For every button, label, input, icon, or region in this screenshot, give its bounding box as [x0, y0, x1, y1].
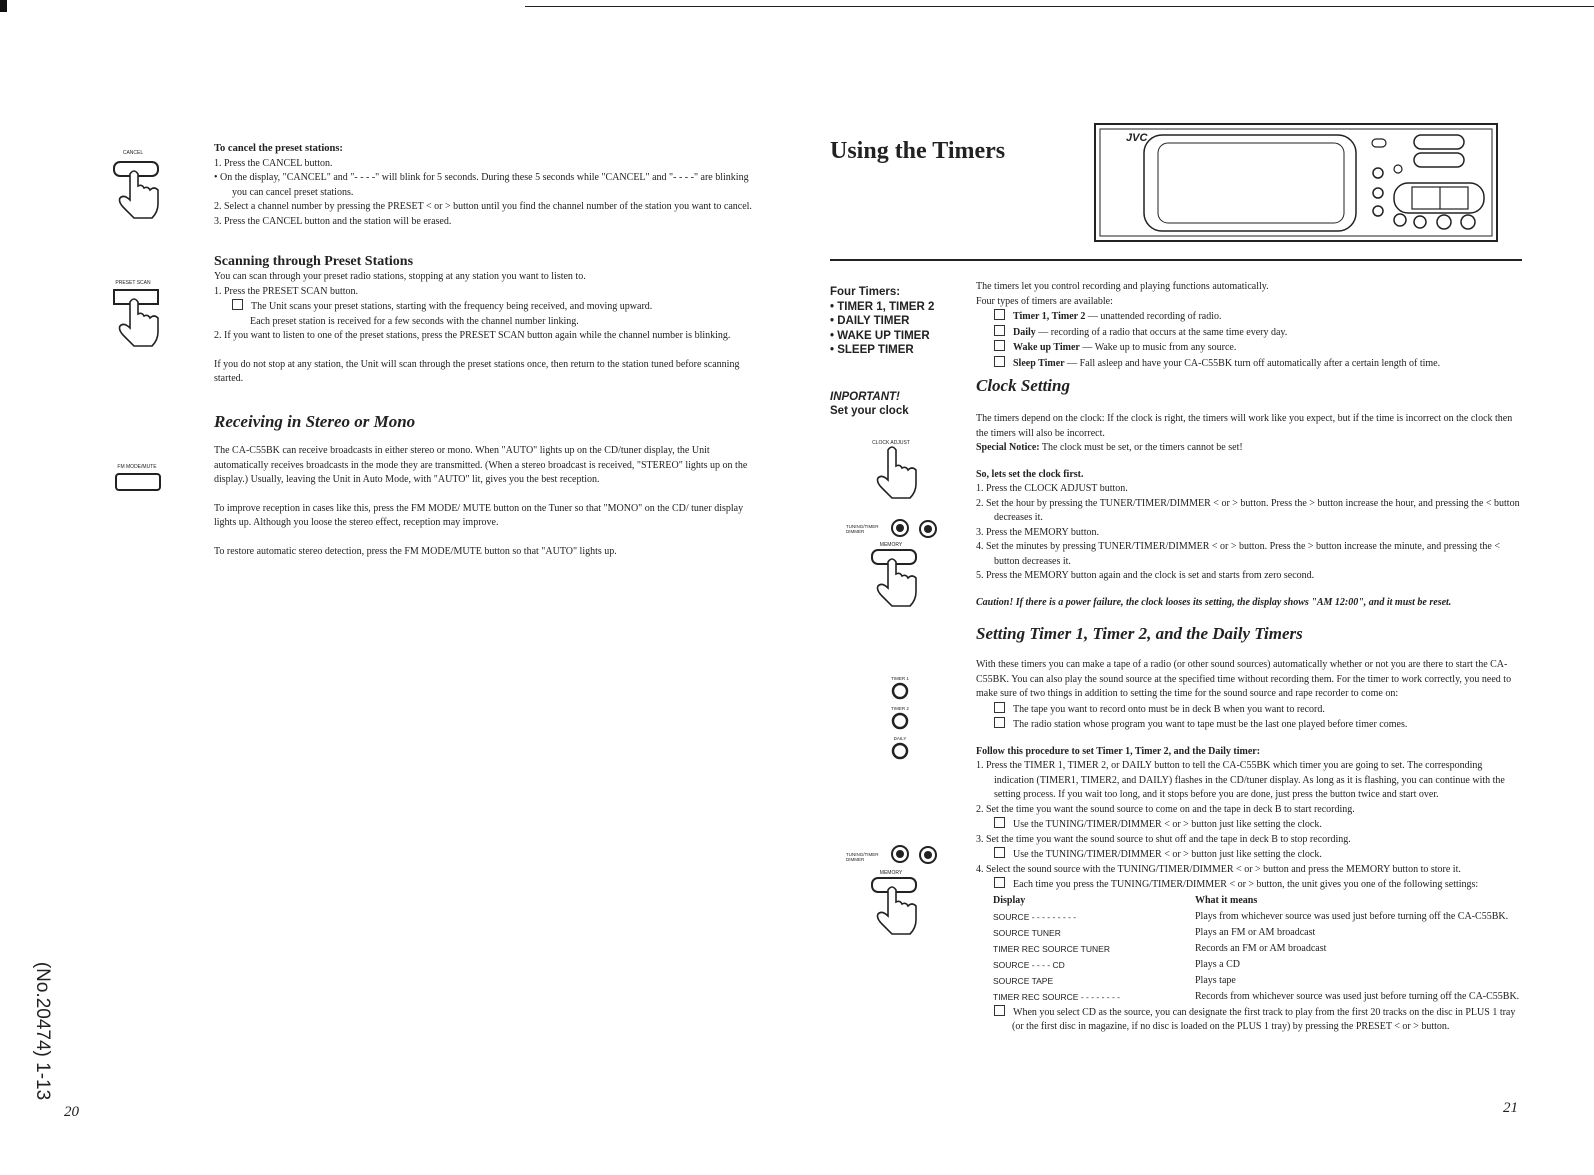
memory-label-2: MEMORY [879, 870, 903, 876]
memory-hand-icon-2 [866, 870, 926, 951]
table-header: What it means [1195, 894, 1258, 906]
important-label: INPORTANT! [830, 390, 900, 403]
timer2-label: TIMER 2 [891, 706, 909, 711]
proc-step-3b: Use the TUNING/TIMER/DIMMER < or > button just like setting the clock. [1013, 849, 1322, 860]
table-row [992, 973, 1522, 989]
clock-heading: Clock Setting [976, 376, 1070, 395]
timer-type-name: Sleep Timer [1013, 357, 1065, 369]
scan-bullet: The Unit scans your preset stations, starting with the frequency being received, and moving upward. [251, 301, 653, 312]
clock-step: 3. Press the MEMORY button. [976, 526, 1099, 538]
checkbox-icon [994, 717, 1005, 728]
tuning-buttons-icon-2 [890, 843, 946, 872]
special-notice-text: The clock must be set, or the timers cannot be set! [1039, 442, 1243, 453]
table-row [992, 957, 1522, 973]
timer-type-desc: — Fall asleep and have your CA-C55BK turn off automatically after a certain length of time. [1064, 357, 1441, 369]
special-notice-label: Special Notice: [976, 442, 1040, 453]
checkbox-icon [994, 877, 1005, 888]
table-row [992, 989, 1522, 1005]
cd-source-note: When you select CD as the source, you can designate the first track to play from the first 20 tracks on the disc in PLUS 1 tray (or the first disc in magazine, if no disc is loaded on the PLUS 1 tray) by pressing the PRESET < or > button. [1012, 1006, 1516, 1032]
stereo-heading: Receiving in Stereo or Mono [214, 412, 416, 431]
timers-intro-2: Four types of timers are available: [976, 295, 1113, 307]
cancel-step-2: 2. Select a channel number by pressing the PRESET < or > button until you find the channel number of the station you want to cancel. [214, 201, 752, 212]
document-code: (No.20474) 1-13 [32, 961, 53, 1101]
table-cell-display: SOURCE - - - - CD [993, 959, 1065, 970]
page-number-right: 21 [1503, 1100, 1518, 1116]
clock-step: 5. Press the MEMORY button again and the clock is set and starts from zero second. [976, 570, 1315, 581]
memory-hand-icon [866, 542, 926, 619]
checkbox-icon [994, 1005, 1005, 1016]
cd-tuner-front-panel-illustration [1094, 123, 1499, 248]
fm-mode-button-icon [112, 464, 168, 501]
clock-caution: Caution! If there is a power failure, the clock looses its setting, the display shows "AM 12:00", and it must be reset. [976, 596, 1452, 608]
checkbox-icon [232, 299, 243, 310]
clock-adjust-hand-icon [866, 440, 926, 517]
timer-type-desc: — Wake up to music from any source. [1079, 342, 1237, 353]
timer-type-name: Daily [1013, 326, 1036, 338]
table-cell-meaning: Plays a CD [1195, 958, 1240, 970]
checkbox-icon [994, 325, 1005, 336]
stereo-p3: To restore automatic stereo detection, press the FM MODE/MUTE button so that "AUTO" lights up. [214, 545, 617, 557]
table-cell-display: SOURCE TUNER [993, 927, 1061, 938]
cancel-bullet: • On the display, "CANCEL" and "- - - -" will blink for 5 seconds. During these 5 seconds while "CANCEL" and "- - - -" are blinking you can cancel preset stations. [214, 172, 749, 198]
proc-step-3: 3. Set the time you want the sound source to shut off and the tape in deck B to stop recording. [976, 833, 1351, 845]
scan-step-1: 1. Press the PRESET SCAN button. [214, 285, 358, 297]
page-number-left: 20 [64, 1104, 79, 1120]
table-cell-display: SOURCE TAPE [993, 975, 1054, 986]
preset-scan-icon-label: PRESET SCAN [115, 280, 151, 286]
timers-intro-1: The timers let you control recording and playing functions automatically. [976, 281, 1269, 292]
section-rule [830, 259, 1522, 261]
table-header: Display [993, 894, 1026, 906]
four-timers-label: Four Timers: [830, 286, 901, 298]
clock-p1: The timers depend on the clock: If the clock is right, the timers will work like you expect, but if the time is incorrect on the clock then the timers will also be incorrect. [976, 413, 1513, 439]
cancel-step-3: 3. Press the CANCEL button and the station will be erased. [214, 215, 452, 227]
sidebar-item: • SLEEP TIMER [830, 344, 914, 356]
timers-check: The radio station whose program you want to tape must be the last one played before timer comes. [1013, 719, 1408, 730]
timer-type-name: Timer 1, Timer 2 [1013, 311, 1086, 322]
checkbox-icon [994, 817, 1005, 828]
table-cell-meaning: Records an FM or AM broadcast [1195, 942, 1327, 954]
table-row [992, 909, 1522, 925]
table-row [992, 941, 1522, 957]
daily-button-icon [890, 741, 910, 761]
checkbox-icon [994, 309, 1005, 320]
tuning-label: TUNING/TIMER DIMMER [846, 524, 879, 534]
sidebar-item: • WAKE UP TIMER [830, 329, 930, 342]
cancel-icon-label: CANCEL [122, 150, 144, 156]
timer-type-desc: — recording of a radio that occurs at the same time every day. [1035, 326, 1288, 338]
stereo-p1: The CA-C55BK can receive broadcasts in either stereo or mono. When "AUTO" lights up on the CD/tuner display, the Unit automatically receives broadcasts in the mode they are transmitted. (When a stereo broadcast is received, "STEREO" lights up on the display.) Usually, leaving the Unit in Auto Mode, with "AUTO" lit, gives you the best reception. [214, 445, 748, 485]
corner-mark [0, 0, 7, 12]
table-cell-display: TIMER REC SOURCE - - - - - - - - [993, 991, 1121, 1002]
checkbox-icon [994, 356, 1005, 367]
proc-step-1: 1. Press the TIMER 1, TIMER 2, or DAILY button to tell the CA-C55BK which timer you are going to set. The corresponding indication (TIMER1, TIMER2, and DAILY) flashes in the CD/tuner display. As long as it is flashing, you can continue with the setting process. If you wait too long, and it stops before you are done, just press the button twice and start over. [976, 760, 1505, 800]
scan-step-2: 2. If you want to listen to one of the preset stations, press the PRESET SCAN button again while the channel number is blinking. [214, 330, 731, 341]
table-cell-display: SOURCE - - - - - - - - - [993, 911, 1077, 922]
sidebar-item: • TIMER 1, TIMER 2 [830, 300, 935, 313]
cancel-hand-icon [108, 150, 168, 227]
timer-type-desc: — unattended recording of radio. [1085, 311, 1222, 322]
cancel-heading: To cancel the preset stations: [214, 143, 343, 154]
table-row [992, 925, 1522, 941]
scan-after: If you do not stop at any station, the Unit will scan through the preset stations once, then return to the station tuned before scanning started. [214, 358, 740, 384]
timers-check: The tape you want to record onto must be in deck B when you want to record. [1013, 703, 1325, 715]
timers-p1: With these timers you can make a tape of a radio (or other sound sources) automatically whether or not you are there to start the CA-C55BK. You can also play the sound source at the specified time without recording them. For the timer to work correctly, you need to make sure of two things in addition to setting the time for the sound source and rape recorder to come on: [976, 659, 1512, 699]
table-cell-meaning: Plays an FM or AM broadcast [1195, 926, 1316, 938]
timer1-label: TIMER 1 [891, 676, 909, 681]
daily-label: DAILY [893, 736, 907, 741]
clock-step: 2. Set the hour by pressing the TUNER/TIMER/DIMMER < or > button. Press the > button increase the hour, and pressing the < button decreases it. [976, 497, 1520, 523]
timer2-button-icon [890, 711, 910, 731]
timers-heading: Setting Timer 1, Timer 2, and the Daily Timers [976, 624, 1303, 643]
stereo-p2: To improve reception in cases like this, press the FM MODE/ MUTE button on the Tuner so that "MONO" on the CD/ tuner display lights up. Although you loose the stereo effect, reception may improve. [214, 502, 744, 528]
table-cell-meaning: Plays tape [1195, 974, 1236, 986]
clock-adjust-label: CLOCK ADJUST [872, 440, 910, 446]
proc-step-4: 4. Select the sound source with the TUNING/TIMER/DIMMER < or > button and press the MEMORY button to store it. [976, 863, 1461, 875]
memory-label: MEMORY [879, 542, 903, 548]
clock-sub: So, lets set the clock first. [976, 468, 1084, 480]
timer-type-name: Wake up Timer [1013, 342, 1080, 353]
clock-step: 1. Press the CLOCK ADJUST button. [976, 483, 1128, 494]
procedure-heading: Follow this procedure to set Timer 1, Timer 2, and the Daily timer: [976, 745, 1261, 757]
fm-mode-icon-label: FM MODE/MUTE [117, 464, 157, 470]
proc-step-2b: Use the TUNING/TIMER/DIMMER < or > button just like setting the clock. [1013, 819, 1322, 830]
tuning-label-2: TUNING/TIMER DIMMER [846, 852, 879, 862]
table-cell-display: TIMER REC SOURCE TUNER [993, 943, 1110, 954]
sidebar-item: • DAILY TIMER [830, 315, 910, 327]
checkbox-icon [994, 847, 1005, 858]
proc-step-2: 2. Set the time you want the sound source to come on and the tape in deck B to start recording. [976, 803, 1355, 815]
checkbox-icon [994, 340, 1005, 351]
scan-intro: You can scan through your preset radio stations, stopping at any station you want to listen to. [214, 271, 586, 282]
preset-scan-hand-icon [108, 280, 168, 357]
top-rule [525, 6, 1594, 7]
scan-bullet-2: Each preset station is received for a few seconds with the channel number linking. [250, 315, 579, 327]
display-table [992, 893, 1522, 1005]
set-clock-label: Set your clock [830, 405, 909, 417]
cancel-step-1: 1. Press the CANCEL button. [214, 157, 333, 169]
table-cell-meaning: Records from whichever source was used just before turning off the CA-C55BK. [1195, 990, 1520, 1002]
table-cell-meaning: Plays from whichever source was used just before turning off the CA-C55BK. [1195, 910, 1509, 922]
page-title: Using the Timers [830, 138, 1006, 164]
timer1-button-icon [890, 681, 910, 701]
clock-step: 4. Set the minutes by pressing TUNER/TIMER/DIMMER < or > button. Press the > button increase the minute, and pressing the < button decreases it. [976, 541, 1500, 567]
proc-step-4b: Each time you press the TUNING/TIMER/DIMMER < or > button, the unit gives you one of the following settings: [1013, 879, 1479, 890]
checkbox-icon [994, 702, 1005, 713]
device-brand-logo: JVC [1126, 132, 1148, 144]
scan-heading: Scanning through Preset Stations [214, 254, 414, 269]
